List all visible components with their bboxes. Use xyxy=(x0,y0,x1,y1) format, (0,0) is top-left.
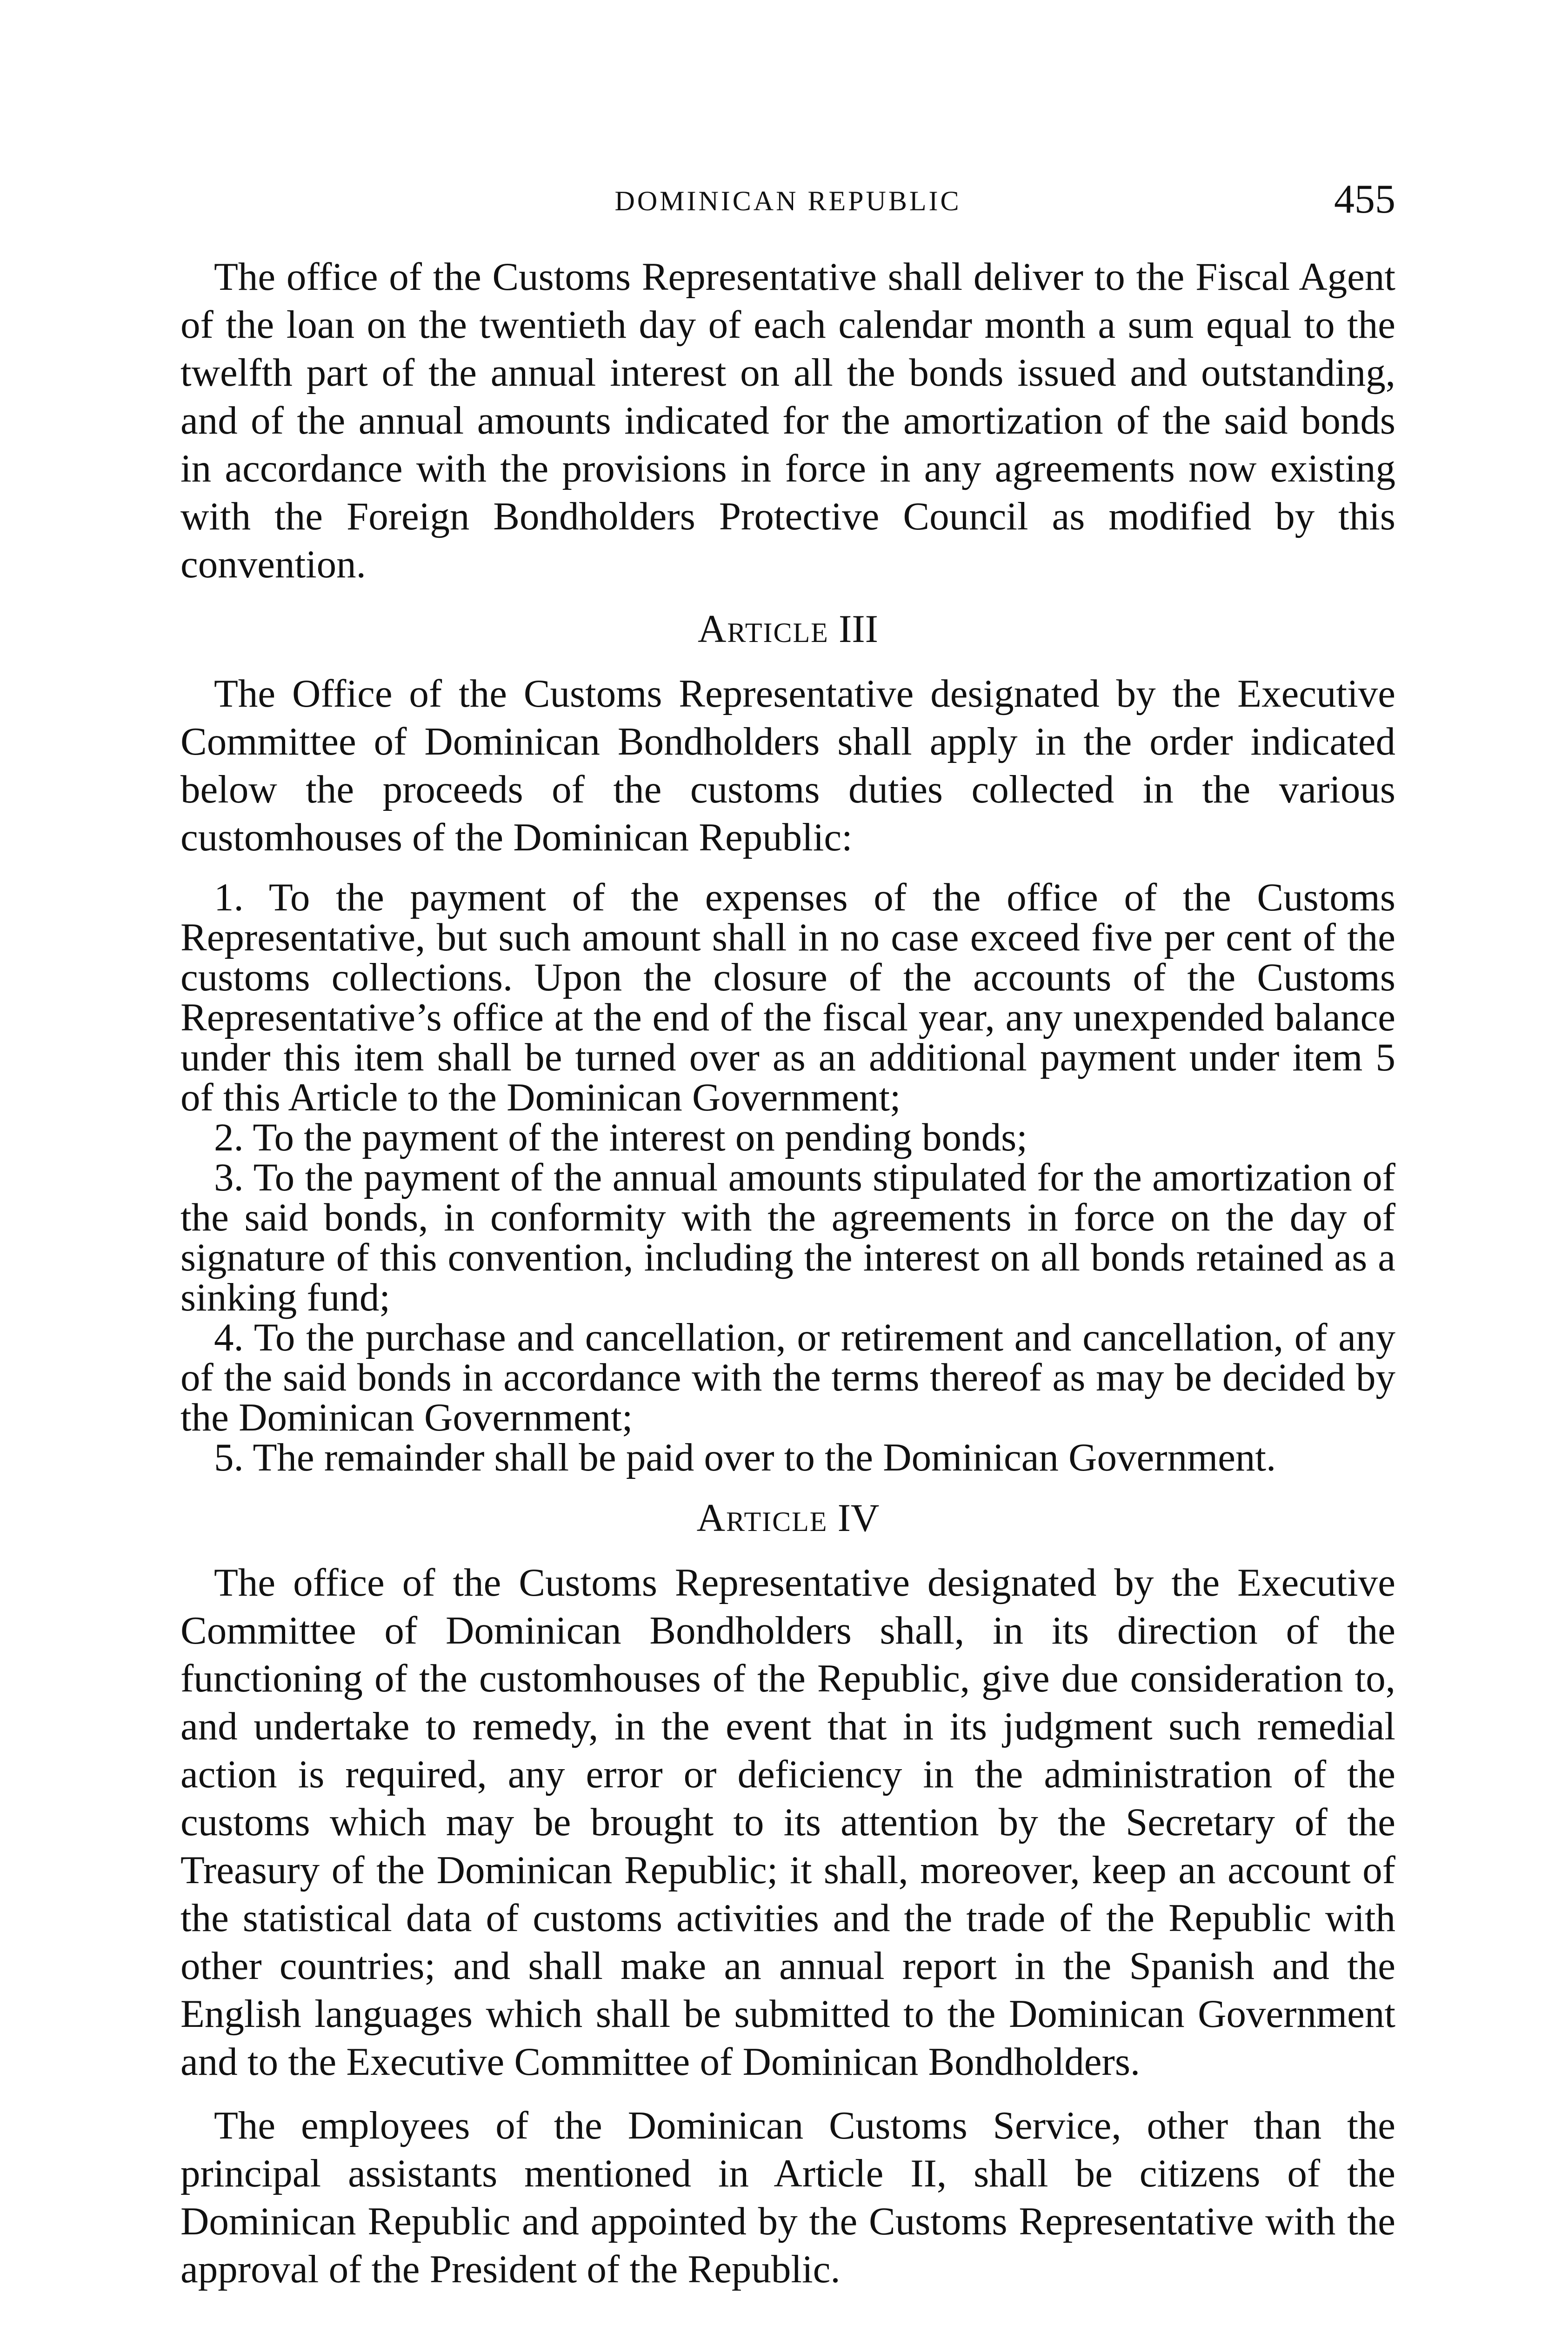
article-3-item-5: 5. The remainder shall be paid over to the Dominican Government. xyxy=(214,1436,1276,1479)
article-3-item-4: 4. To the purchase and cancellation, or retirement and cancellation, of any of the said bonds in accordance with the terms thereof as may be decided by the Dominican Government; xyxy=(180,1316,1395,1439)
article-4-paragraph-1: The office of the Customs Representative designated by the Executive Committee of Dominican Bondholders shall, in its direction of the functioning of the customhouses of the Republic, give due consideration to, and undertake to remedy, in the event that in its judgment such remedial action is required, any error or deficiency in the administration of the customs which may be brought to its attention by the Secretary of the Treasury of the Dominican Republic; it shall, moreover, keep an account of the statistical data of customs activities and the trade of the Republic with other countries; and shall make an annual report in the Spanish and the English languages which shall be submitted to the Dominican Government and to the Executive Committee of Dominican Bondholders. xyxy=(180,1561,1395,2084)
article-3-item-3: 3. To the payment of the annual amounts stipulated for the amortization of the said bonds, in conformity with the agreements in force on the day of signature of this convention, including the interest on all bonds retained as a sinking fund; xyxy=(180,1156,1395,1319)
article-3-item-2: 2. To the payment of the interest on pending bonds; xyxy=(214,1116,1028,1159)
intro-paragraph: The office of the Customs Representative shall deliver to the Fiscal Agent of the loan on the twentieth day of each calendar month a sum equal to the twelfth part of the annual interest on all the bonds issued and outstanding, and of the annual amounts indicated for the amortization of the said bonds in accordance with the provisions in force in any agreements now existing with the Foreign Bondholders Protective Council as modified by this convention. xyxy=(180,255,1395,586)
article-4-paragraph-2: The employees of the Dominican Customs Service, other than the principal assistants mentioned in Article II, shall be citizens of the Dominican Republic and appointed by the Customs Representative with the approval of the President of the Republic. xyxy=(180,2104,1395,2291)
article-3-intro-paragraph: The Office of the Customs Representative designated by the Executive Committee of Dominican Bondholders shall apply in the order indicated below the proceeds of the customs duties collected in the various customhouses of the Dominican Republic: xyxy=(180,672,1395,859)
page-number: 455 xyxy=(1334,177,1395,222)
article-3-heading xyxy=(180,605,1395,653)
article-3-heading-numeral: III xyxy=(839,607,878,651)
article-3-item-1: 1. To the payment of the expenses of the office of the Customs Representative, but such amount shall in no case exceed five per cent of the customs collections. Upon the closure of the accounts of the Customs Representative’s office at the end of the fiscal year, any unexpended balance under this item shall be turned over as an additional payment under item 5 of this Article to the Dominican Government; xyxy=(180,876,1395,1119)
page-header xyxy=(180,172,1395,237)
article-3-heading-word: Article xyxy=(698,607,829,651)
article-4-heading xyxy=(180,1494,1395,1542)
article-3-item-list xyxy=(180,877,1395,1477)
running-title: DOMINICAN REPUBLIC xyxy=(614,186,961,216)
document-page xyxy=(180,172,1395,2293)
article-4-heading-numeral: IV xyxy=(837,1496,880,1540)
article-4-heading-word: Article xyxy=(696,1496,828,1540)
article-4-body xyxy=(180,1559,1395,2293)
